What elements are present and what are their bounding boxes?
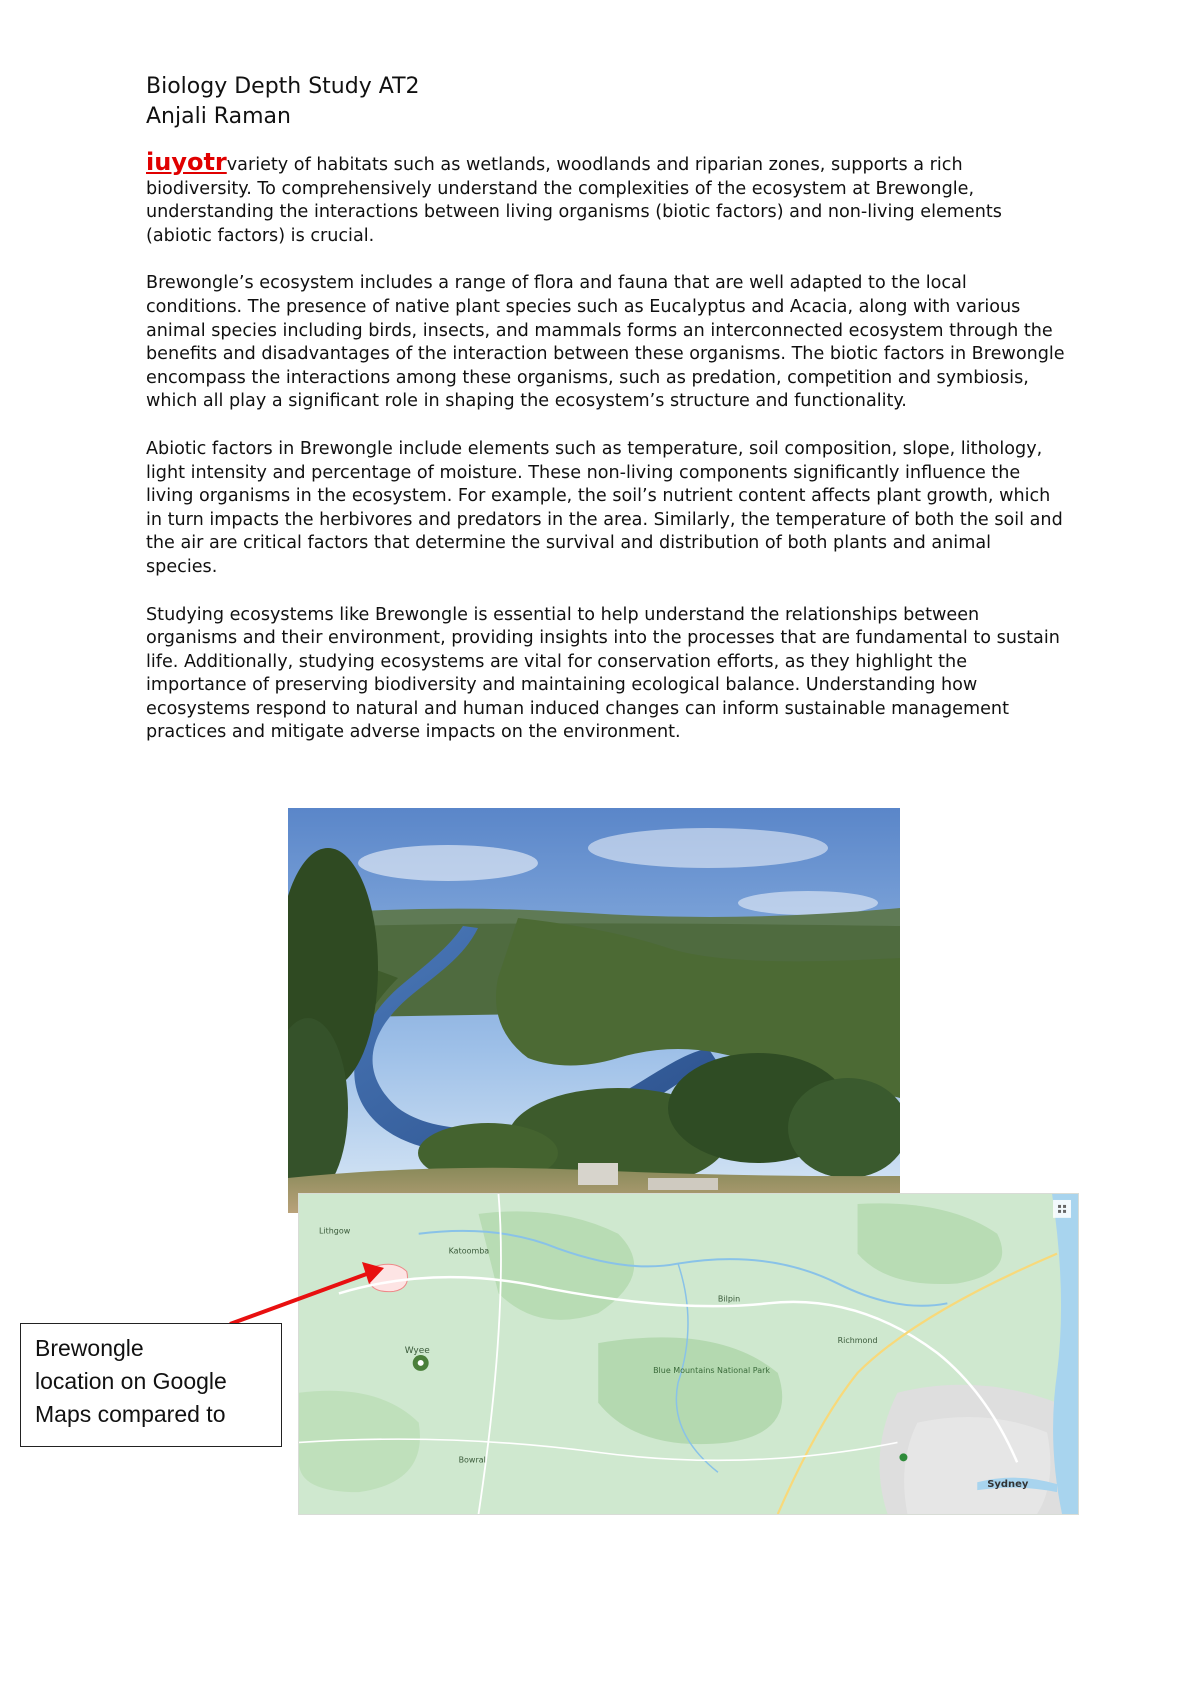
body-text (146, 148, 1066, 769)
map-label-katoomba: Katoomba (448, 1246, 490, 1256)
map-label-wyee: Wyee (404, 1346, 430, 1357)
callout-line-2: location on Google (35, 1368, 227, 1394)
map-callout-box (20, 1323, 282, 1447)
callout-line-1: Brewongle (35, 1335, 144, 1361)
map-label-bilpin: Bilpin (717, 1294, 741, 1304)
typo-text: iuyotr (146, 148, 227, 176)
paragraph-1 (146, 148, 1066, 248)
map-label-sydney: Sydney (987, 1479, 1029, 1491)
map-label-bowral: Bowral (458, 1455, 486, 1465)
map-label-blue-mountains: Blue Mountains National Park (653, 1365, 771, 1375)
paragraph-4: Studying ecosystems like Brewongle is essential to help understand the relationships between organisms and their environment, providing insights into the processes that are fundamental to sustain life. Additionally, studying ecosystems are vital for conservation efforts, as they highlight the importance of preserving biodiversity and maintaining ecological balance. Understanding how ecosystems respond to natural and human induced changes can inform sustainable management practices and mitigate adverse impacts on the environment. (146, 604, 1060, 743)
document-title: Biology Depth Study AT2 (146, 74, 420, 99)
author-name: Anjali Raman (146, 104, 291, 129)
river-landscape-photo (288, 808, 900, 1213)
paragraph-2: Brewongle’s ecosystem includes a range of flora and fauna that are well adapted to the local conditions. The presence of native plant species such as Eucalyptus and Acacia, along with various animal species including birds, insects, and mammals forms an interconnected ecosystem through the benefits and disadvantages of the interaction between these organisms. The biotic factors in Brewongle encompass the interactions among these organisms, such as predation, competition and symbiosis, which all play a significant role in shaping the ecosystem’s structure and functionality. (146, 273, 1065, 412)
map-label-lithgow: Lithgow (318, 1226, 351, 1236)
google-map (298, 1193, 1079, 1515)
paragraph-3: Abiotic factors in Brewongle include elements such as temperature, soil composition, slope, lithology, light intensity and percentage of moisture. These non-living components significantly influence the living organisms in the ecosystem. For example, the soil’s nutrient content affects plant growth, which in turn impacts the herbivores and predators in the area. Similarly, the temperature of both the soil and the air are critical factors that determine the survival and distribution of both plants and animal species. (146, 438, 1063, 577)
title-block (146, 72, 420, 132)
callout-line-3: Maps compared to (35, 1401, 226, 1427)
map-label-richmond: Richmond (837, 1336, 878, 1346)
paragraph-1-text: variety of habitats such as wetlands, woodlands and riparian zones, supports a rich biodiversity. To comprehensively understand the complexities of the ecosystem at Brewongle, understanding the interactions between living organisms (biotic factors) and non-living elements (abiotic factors) is crucial. (146, 155, 1002, 246)
